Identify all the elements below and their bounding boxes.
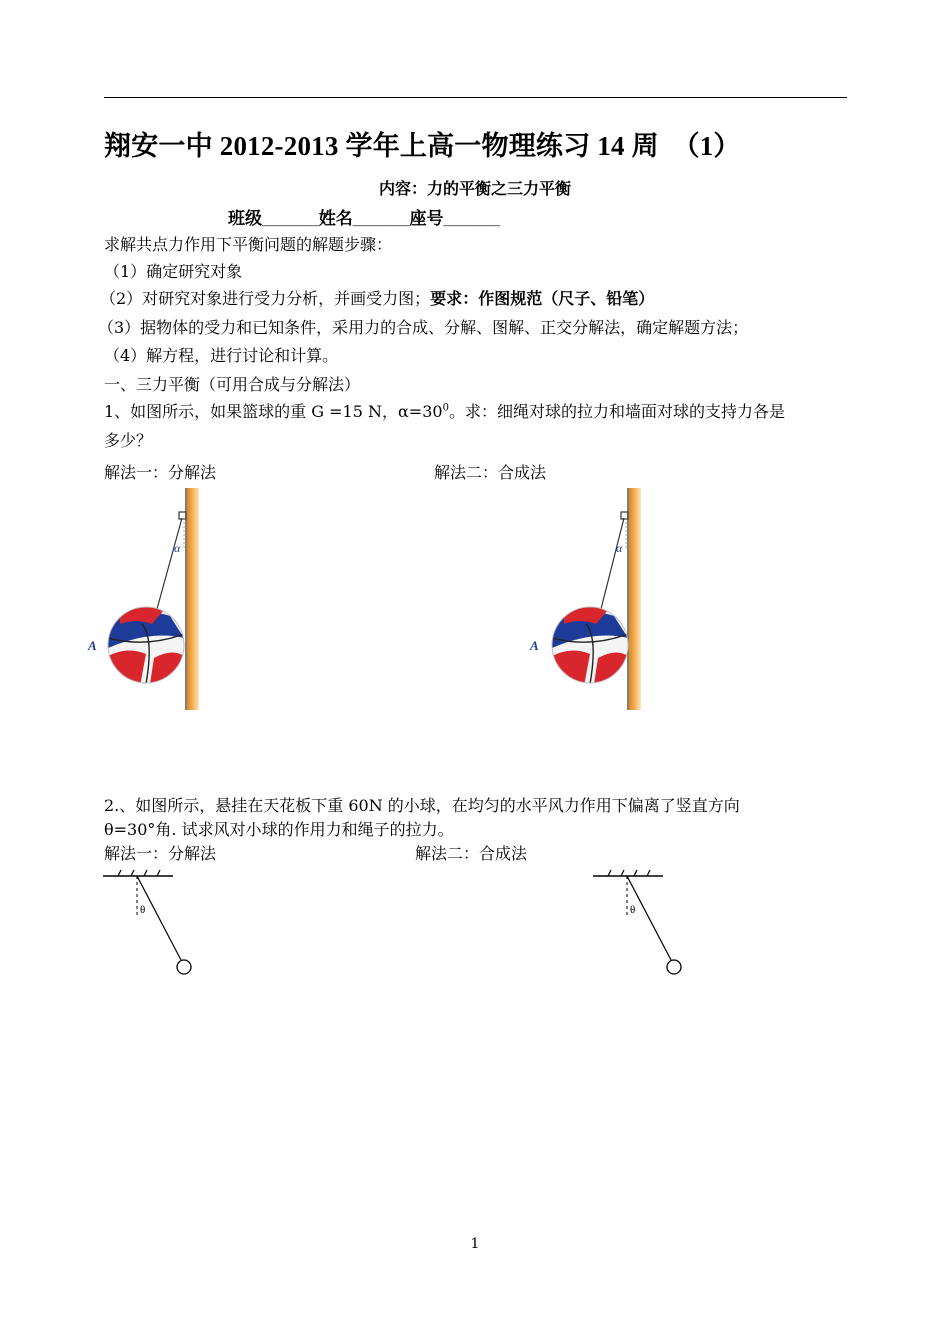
problem-1-text: [104, 402, 785, 422]
basketball-icon: [552, 604, 628, 686]
rope: [157, 518, 182, 609]
step-1: （1）确定研究对象: [104, 262, 243, 281]
page-number: 1: [470, 1236, 480, 1252]
rope: [601, 518, 624, 609]
pendulum-figure-left: [100, 866, 200, 981]
small-ball: [667, 960, 681, 974]
wall: [187, 488, 199, 710]
basketball-wall-figure-right: [524, 488, 654, 718]
string: [137, 876, 181, 960]
problem-1-text-line2: 多少？: [104, 431, 153, 450]
page-subtitle: 内容：力的平衡之三力平衡: [378, 181, 571, 198]
step-2-requirement: 要求：作图规范（尺子、铅笔）: [430, 291, 655, 308]
basketball-wall-figure-left: [80, 488, 210, 718]
section-1-heading: 一、三力平衡（可用合成与分解法）: [104, 375, 361, 394]
angle-alpha-label: α: [174, 541, 181, 555]
point-a-label: A: [88, 638, 97, 653]
problem-2-method-2: 解法二：合成法: [415, 844, 528, 863]
angle-theta-label: θ: [140, 904, 146, 916]
angle-theta-label: θ: [630, 904, 636, 916]
problem-1-text-a: 1、如图所示，如果篮球的重 G =15 N，α=30: [104, 402, 443, 421]
angle-alpha-label: α: [616, 541, 623, 555]
step-3: （3）据物体的受力和已知条件，采用力的合成、分解、图解、正交分解法，确定解题方法；: [98, 318, 749, 337]
page-title: 翔安一中 2012-2013 学年上高一物理练习 14 周 （1）: [104, 131, 741, 161]
step-4: （4）解方程，进行讨论和计算。: [104, 346, 339, 365]
hook-icon: [621, 512, 628, 519]
problem-2-line-2: θ=30°角. 试求风对小球的作用力和绳子的拉力。: [104, 820, 454, 839]
step-2: [100, 289, 654, 310]
problem-1-method-2: 解法二：合成法: [434, 463, 547, 482]
hook-icon: [179, 512, 186, 519]
pendulum-figure-right: [590, 866, 690, 981]
steps-heading: 求解共点力作用下平衡问题的解题步骤：: [104, 235, 393, 254]
problem-2-method-1: 解法一：分解法: [104, 844, 217, 863]
step-2-text: （2）对研究对象进行受力分析，并画受力图；: [100, 289, 431, 308]
string: [627, 876, 671, 960]
problem-2-line-1: 2.、如图所示，悬挂在天花板下重 60N 的小球，在均匀的水平风力作用下偏离了竖直方向: [104, 796, 740, 815]
header-rule: [104, 97, 847, 98]
point-a-label: A: [530, 638, 539, 653]
wall: [629, 488, 641, 710]
basketball-icon: [108, 604, 184, 686]
small-ball: [177, 960, 191, 974]
problem-1-method-1: 解法一：分解法: [104, 463, 217, 482]
problem-1-superscript: 0: [442, 402, 449, 414]
problem-1-text-b: 。求：细绳对球的拉力和墙面对球的支持力各是: [448, 402, 785, 421]
student-info-fields: 班级______姓名______座号______: [228, 209, 501, 228]
